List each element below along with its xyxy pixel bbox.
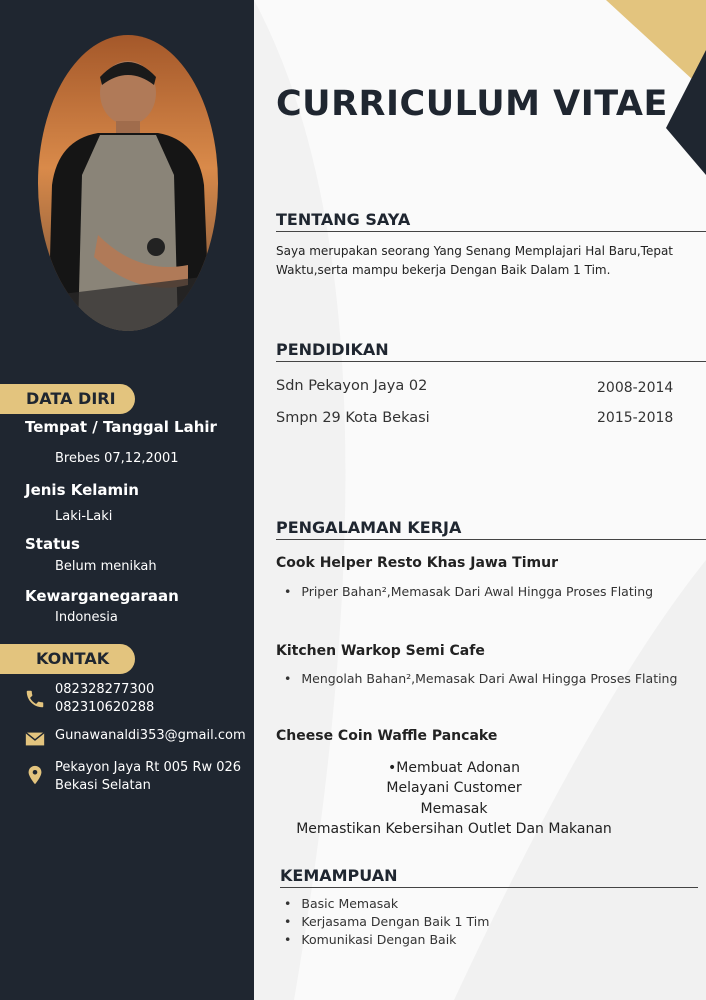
phone-2: 082310620288 bbox=[55, 700, 155, 715]
skills-heading: KEMAMPUAN bbox=[280, 866, 698, 888]
job-title-3: Cheese Coin Waffle Pancake bbox=[276, 728, 498, 744]
education-years: 2008-2014 bbox=[597, 380, 674, 396]
phone-icon bbox=[24, 688, 46, 710]
education-years: 2015-2018 bbox=[597, 410, 674, 426]
citizenship-label: Kewarganegaraan bbox=[25, 587, 179, 605]
job-3-line: Memasak bbox=[420, 801, 488, 817]
job-3-line: Memastikan Kebersihan Outlet Dan Makanan bbox=[296, 821, 612, 837]
address-line-2: Bekasi Selatan bbox=[55, 778, 151, 793]
job-3-line: •Membuat Adonan bbox=[388, 760, 520, 776]
envelope-icon bbox=[24, 728, 46, 750]
job-3-line: Melayani Customer bbox=[386, 780, 522, 796]
status-value: Belum menikah bbox=[55, 559, 157, 574]
birth-value: Brebes 07,12,2001 bbox=[55, 451, 179, 466]
about-heading: TENTANG SAYA bbox=[276, 210, 706, 232]
phone-1: 082328277300 bbox=[55, 682, 155, 697]
sidebar bbox=[0, 0, 254, 1000]
main-content bbox=[254, 0, 706, 1000]
education-school: Sdn Pekayon Jaya 02 bbox=[276, 378, 428, 394]
email-value: Gunawanaldi353@gmail.com bbox=[55, 728, 246, 743]
data-diri-label: DATA DIRI bbox=[26, 389, 116, 408]
kontak-pill bbox=[0, 644, 135, 674]
job-1-bullet: • Priper Bahan²,Memasak Dari Awal Hingga Proses Flating bbox=[284, 584, 653, 599]
decorative-shapes bbox=[254, 0, 706, 1000]
data-diri-pill bbox=[0, 384, 135, 414]
address-line-1: Pekayon Jaya Rt 005 Rw 026 bbox=[55, 760, 242, 775]
kontak-label: KONTAK bbox=[36, 649, 110, 668]
page-title: CURRICULUM VITAE bbox=[276, 84, 668, 124]
gender-label: Jenis Kelamin bbox=[25, 481, 139, 499]
gender-value: Laki-Laki bbox=[55, 509, 113, 524]
citizenship-value: Indonesia bbox=[55, 610, 118, 625]
about-line-2: Waktu,serta mampu bekerja Dengan Baik Dalam 1 Tim. bbox=[276, 263, 611, 277]
skill-item: • Kerjasama Dengan Baik 1 Tim bbox=[284, 914, 489, 929]
skill-item: • Basic Memasak bbox=[284, 896, 398, 911]
about-line-1: Saya merupakan seorang Yang Senang Memplajari Hal Baru,Tepat bbox=[276, 244, 674, 258]
location-pin-icon bbox=[24, 764, 46, 786]
experience-heading: PENGALAMAN KERJA bbox=[276, 518, 706, 540]
job-title-1: Cook Helper Resto Khas Jawa Timur bbox=[276, 555, 558, 571]
status-label: Status bbox=[25, 535, 80, 553]
education-school: Smpn 29 Kota Bekasi bbox=[276, 410, 430, 426]
birth-label: Tempat / Tanggal Lahir bbox=[25, 418, 217, 436]
profile-photo bbox=[38, 35, 218, 331]
job-title-2: Kitchen Warkop Semi Cafe bbox=[276, 643, 485, 659]
skill-item: • Komunikasi Dengan Baik bbox=[284, 932, 456, 947]
job-2-bullet: • Mengolah Bahan²,Memasak Dari Awal Hingga Proses Flating bbox=[284, 671, 677, 686]
education-heading: PENDIDIKAN bbox=[276, 340, 706, 362]
